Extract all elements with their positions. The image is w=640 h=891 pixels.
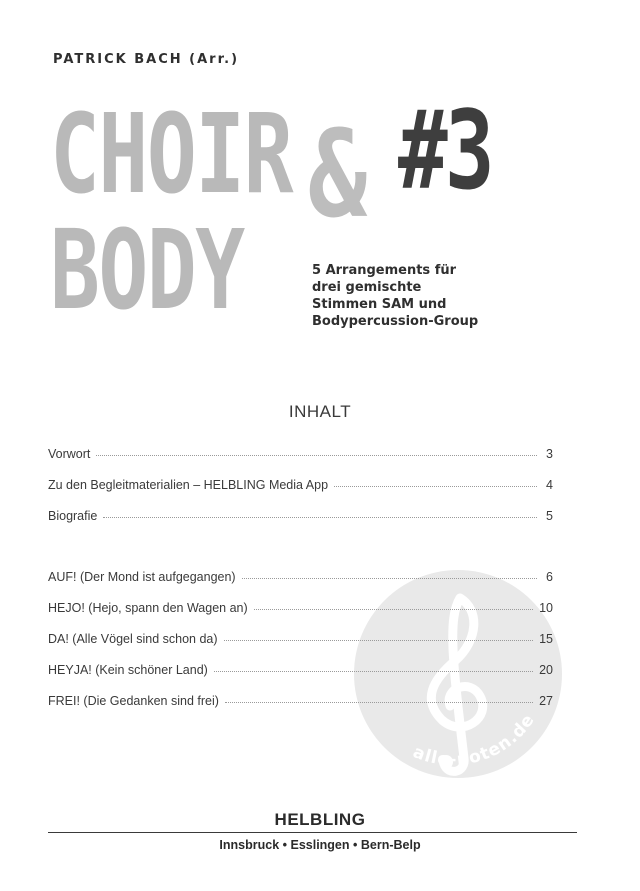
toc-front-matter	[48, 447, 553, 540]
title-word-body: BODY	[50, 207, 244, 335]
toc-entry-title: DA! (Alle Vögel sind schon da)	[48, 632, 218, 646]
title-ampersand: &	[308, 106, 368, 245]
toc-page-number: 15	[539, 632, 553, 646]
toc-row[interactable]	[48, 632, 553, 663]
toc-page-number: 10	[539, 601, 553, 615]
toc-row[interactable]	[48, 663, 553, 694]
toc-row[interactable]	[48, 601, 553, 632]
dot-leader	[224, 640, 534, 641]
subtitle-line: drei gemischte	[312, 280, 422, 295]
toc-entry-title: Zu den Begleitmaterialien – HELBLING Media App	[48, 478, 329, 492]
toc-entry-title: HEJO! (Hejo, spann den Wagen an)	[48, 601, 248, 615]
footer-divider	[48, 832, 577, 833]
dot-leader	[254, 609, 533, 610]
toc-page-number: 27	[539, 694, 553, 708]
dot-leader	[334, 486, 537, 487]
toc-entry-title: AUF! (Der Mond ist aufgegangen)	[48, 570, 236, 584]
toc-page-number: 20	[539, 663, 553, 677]
dot-leader	[214, 671, 533, 672]
toc-page-number: 6	[546, 570, 553, 584]
subtitle	[312, 262, 572, 330]
subtitle-line: 5 Arrangements für	[312, 263, 457, 278]
title-volume-number: #3	[398, 86, 492, 214]
publisher-name: HELBLING	[274, 810, 366, 829]
toc-heading: INHALT	[288, 402, 352, 421]
toc-entry-title: HEYJA! (Kein schöner Land)	[48, 663, 208, 677]
toc-page-number: 3	[546, 447, 553, 461]
dot-leader	[96, 455, 537, 456]
toc-row[interactable]	[48, 478, 553, 509]
toc-row[interactable]	[48, 570, 553, 601]
publisher-locations: Innsbruck • Esslingen • Bern-Belp	[219, 838, 421, 852]
toc-entry-title: Biografie	[48, 509, 98, 523]
dot-leader	[103, 517, 537, 518]
subtitle-line: Bodypercussion-Group	[312, 314, 479, 329]
subtitle-line: Stimmen SAM und	[312, 297, 447, 312]
toc-entry-title: Vorwort	[48, 447, 91, 461]
title-word-choir: CHOIR	[50, 91, 293, 219]
toc-songs	[48, 570, 553, 725]
toc-row[interactable]	[48, 694, 553, 725]
toc-row[interactable]	[48, 447, 553, 478]
watermark-text: alle-noten.de	[410, 710, 540, 771]
toc-page-number: 4	[546, 478, 553, 492]
arranger-credit: PATRICK BACH (Arr.)	[53, 52, 240, 67]
dot-leader	[242, 578, 537, 579]
dot-leader	[225, 702, 533, 703]
toc-entry-title: FREI! (Die Gedanken sind frei)	[48, 694, 219, 708]
toc-page-number: 5	[546, 509, 553, 523]
toc-row[interactable]	[48, 509, 553, 540]
